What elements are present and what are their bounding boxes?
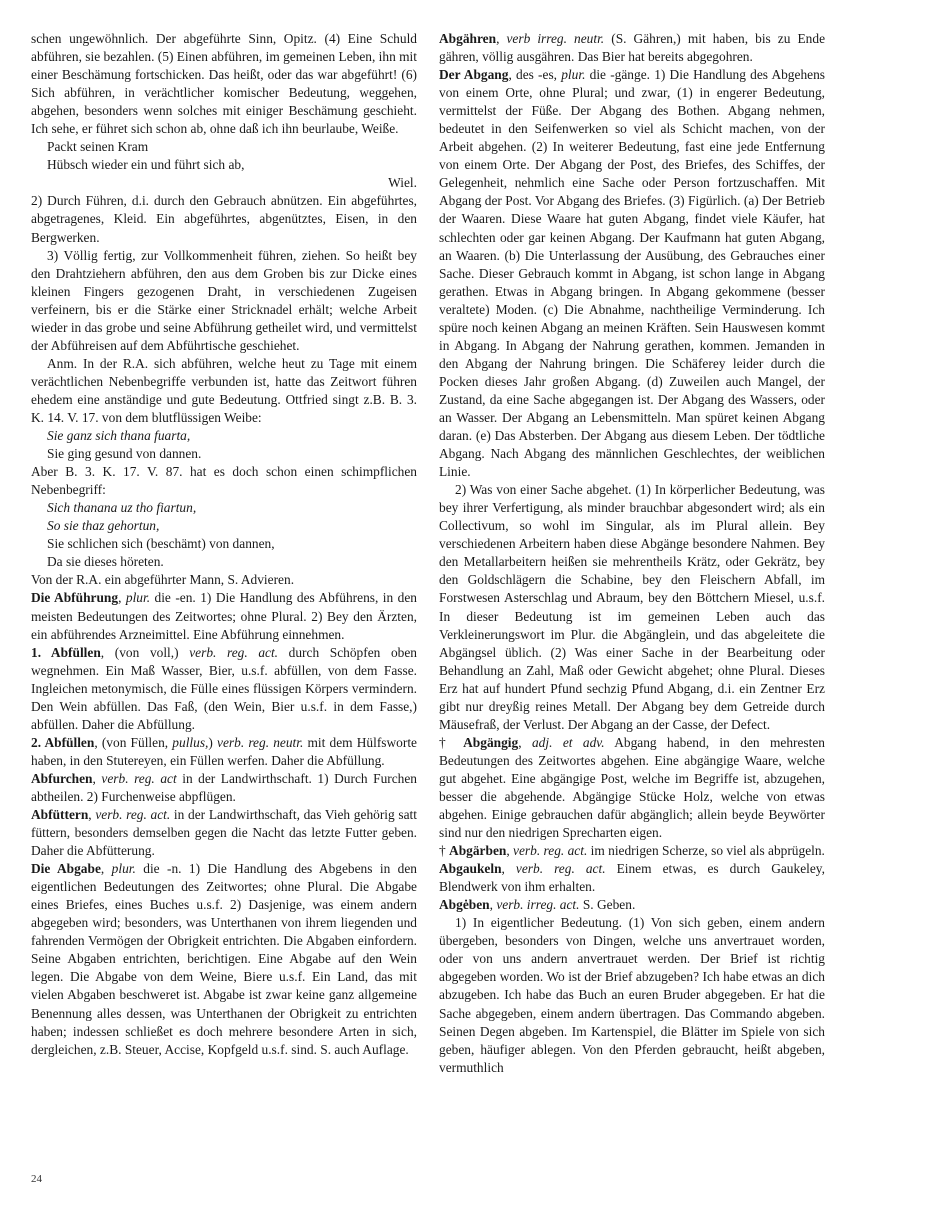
entry-abgang bbox=[439, 66, 825, 481]
page-number: 24 bbox=[31, 1173, 42, 1185]
grammar-label: verb. irreg. act. bbox=[496, 897, 580, 913]
quote-line: Sie ging gesund von dannen. bbox=[47, 446, 202, 462]
quote-line-old: Sich thanana uz tho fiartun, bbox=[47, 500, 197, 516]
entry-prefix: , des -es, bbox=[508, 67, 562, 83]
entry-prefix: , bbox=[100, 861, 112, 877]
headword: Abgähren bbox=[439, 31, 497, 46]
dagger-mark: † bbox=[439, 734, 464, 750]
entry-text: (S. Gähren,) mit haben, bis zu Ende gähren, völlig ausgähren. Das Bier hat bereits abgegohren. bbox=[439, 31, 826, 65]
entry-abfuellen-1 bbox=[31, 644, 417, 734]
verse-attribution: Wiel. bbox=[388, 175, 417, 191]
paragraph: 2) Durch Führen, d.i. durch den Gebrauch abnützen. Ein abgeführtes, abgetragenes, Kleid. Ein abgeführtes, abgenütztes, Eisen, in den Bergwerken. bbox=[31, 193, 417, 245]
headword: Abgärben bbox=[449, 843, 507, 859]
headword: Der Abgang bbox=[439, 67, 509, 83]
grammar-label: verb. reg. act. bbox=[513, 843, 588, 859]
paragraph: Von der R.A. ein abgeführter Mann, S. Advieren. bbox=[31, 572, 295, 588]
quote-line-old: So sie thaz gehortun, bbox=[47, 518, 160, 534]
entry-abgabe bbox=[31, 860, 417, 1059]
entry-prefix: , bbox=[496, 31, 507, 46]
annotation-paragraph: Anm. In der R.A. sich abführen, welche heut zu Tage mit einem verächtlichen Nebenbegriffe verbunden ist, hatte das Zeitwort führen ehedem eine anständige und gute Bedeutung. Ottfried singt z.B. B. 3. K. 14. V. 17. von dem blutflüssigen Weibe: bbox=[31, 355, 417, 425]
headword: 1. Abfüllen bbox=[31, 644, 101, 660]
quote-line: Sie schlichen sich (beschämt) von dannen, bbox=[47, 536, 275, 552]
entry-prefix: , (von Füllen, bbox=[94, 734, 173, 750]
entry-text: im niedrigen Scherze, so viel als abprügeln. bbox=[587, 843, 825, 859]
grammar-label: plur. bbox=[561, 67, 586, 83]
entry-prefix: , bbox=[501, 861, 516, 877]
entry-text: die -en. 1) Die Handlung des Abführens, in den meisten Bedeutungen des Zeitwortes; ohne Plural. 2) Bey den Ärzten, ein abführendes Arzneimittel. Eine Abführung einnehmen. bbox=[31, 590, 417, 642]
entry-abgeben bbox=[439, 896, 825, 914]
grammar-label: plur. bbox=[111, 861, 136, 877]
headword: 2. Abfüllen bbox=[31, 734, 95, 750]
entry-prefix: , (von voll,) bbox=[100, 644, 190, 660]
grammar-label: verb irreg. neutr. bbox=[506, 31, 605, 46]
entry-abgaerben bbox=[439, 842, 825, 860]
paragraph: schen ungewöhnlich. Der abgeführte Sinn, Opitz. (4) Eine Schuld abführen, sie bezahlen. (5) Einen abführen, im gemeinen Leben, ihn mit einer Beschämung fortschicken. Das heißt, oder das war abgeführt! (6) Sich abführen, in verächtlicher komischer Bedeutung, weggehen, abgehen, besonders wenn solches mit einiger Beschämung geschieht. Ich sehe, er führet sich schon ab, ohne daß ich ihn beurlaube, Weiße. bbox=[31, 31, 417, 137]
left-column bbox=[31, 30, 417, 1059]
headword: Die Abführung bbox=[31, 590, 119, 606]
grammar-label: verb. reg. act. bbox=[95, 807, 171, 823]
entry-abgaehren bbox=[439, 30, 825, 66]
entry-text: S. Geben. bbox=[579, 897, 636, 913]
latin-term: pullus, bbox=[172, 734, 209, 750]
entry-text: in der Landwirthschaft. 1) Durch Furchen abtheilen. 2) Furchenweise abpflügen. bbox=[31, 770, 417, 804]
grammar-label: verb. reg. act bbox=[101, 770, 177, 786]
verse-line: Hübsch wieder ein und führt sich ab, bbox=[47, 157, 245, 173]
quote-line: Da sie dieses höreten. bbox=[47, 554, 164, 570]
headword: Abfüttern bbox=[31, 807, 89, 823]
entry-abfurchen bbox=[31, 770, 417, 806]
headword: Abfurchen bbox=[31, 770, 93, 786]
dagger-mark: † bbox=[439, 843, 450, 859]
entry-text: Abgang habend, in den mehresten Bedeutungen des Zeitwortes abgehen. Eine abgängige Waare, welche gut abgehet. Eine abgängige Post, welche im Begriffe ist, abzugehen, besser die abgehende. Abgängige Stücke Holz, welche von etwas abgehen. Einige gebrauchen dafür abgänglich; allein beyde Beywörter sind nur den niedrigen Sprecharten eigen. bbox=[439, 734, 825, 841]
paragraph: 1) In eigentlicher Bedeutung. (1) Von sich geben, einem andern übergeben, besonders von Dingen, welche uns anvertrauet worden, oder von uns andern anvertrauet werden. Der Brief ist richtig abgegeben worden. Wo ist der Brief abzugeben? Ich habe etwas an dich abzugeben. Ich habe das Buch an euren Bruder abgegeben. Er hat die Sache abgegeben, einem andern übertragen. Das Commando abgeben. Seinen Degen abgeben. Im Kartenspiel, die Blätter im Spiele von sich geben, häufiger ablegen. Von den Pferden gebraucht, heißt abgeben, vermuthlich bbox=[439, 915, 825, 1075]
headword: Abgėben bbox=[439, 897, 490, 913]
headword: Die Abgabe bbox=[31, 861, 101, 877]
entry-prefix: , bbox=[506, 843, 514, 859]
grammar-label: plur. bbox=[125, 590, 151, 606]
entry-text: die -n. 1) Die Handlung des Abgebens in den eigentlichen Bedeutungen des Zeitwortes; ohne Plural. Die Abgabe eines Briefes, eines Buches u.s.f. 2) Dasjenige, was einem andern abgegeben wird; besonders, was Unterthanen von ihrem liegenden und fahrenden Vermögen der Obrigkeit entrichten. Die Abgaben einfordern. Seine Abgaben entrichten, berichtigen. Eine Abgabe auf den Wein legen. Die Abgabe von dem Weine, Biere u.s.f. Ein Land, das mit vielen Abgaben beschweret ist. Abgabe ist zwar keine ganz allgemeine Benennung alles dessen, was Unterthanen der Obrigkeit zu entrichten haben; indessen schließet es doch mehrere besondere Arten in sich, dergleichen, z.B. Steuer, Accise, Kopfgeld u.s.f. sind. S. auch Auflage. bbox=[31, 861, 418, 1057]
grammar-label: verb. reg. act. bbox=[515, 861, 606, 877]
entry-prefix: , bbox=[92, 770, 102, 786]
entry-prefix: , bbox=[88, 807, 96, 823]
entry-prefix: ) bbox=[208, 734, 218, 750]
entry-prefix: , bbox=[518, 734, 532, 750]
grammar-label: adj. et adv. bbox=[531, 734, 605, 750]
entry-text: Einem etwas, es durch Gaukeley, Blendwerk von ihm erhalten. bbox=[439, 861, 825, 895]
entry-text: die -gänge. 1) Die Handlung des Abgehens von einem Orte, ohne Plural; und zwar, (1) in engerer Bedeutung, vermittelst der Füße. Der Abgang des Bothen. Abgang nehmen, bedeutet in den Seifenwerken so viel als Schicht machen, von der Arbeit abgehen. (2) In weiterer Bedeutung, fast eine jede Entfernung von einem Orte. Der Abgang der Post, des Briefes, des Schiffes, der Gelegenheit, nehmlich eine Sache oder Person fortzuschaffen. Mit Abgang der Post. Vor Abgang des Briefes. (3) Figürlich. (a) Der Betrieb der Waaren. Diese Waare hat guten Abgang, findet viele Käufer, hat schlechten oder gar keinen Abgang. Der Kaufmann hat guten Abgang, an Waaren. (b) Die Unterlassung der Ausübung, des Gebrauches einer Sache. Dieser Gebrauch kommt in Abgang, ist schon lange in Abgang gerathen. Etwas in Abgang bringen. In Abgang gekommene (besser veraltete) Moden. (c) Die Abnahme, nachtheilige Verminderung. Ich spüre noch keinen Abgang an meinen Kräften. Sein Hauswesen kommt in Abgang. In Abgang der Nahrung gerathen, kommen. Jemanden in den Abgang der Nahrung bringen. Die Schäferey leider durch die Pocken dieses Jahr großen Abgang. (d) Zuweilen auch Mangel, der Zustand, da eine Sache abgegangen ist. Der Abgang des Wassers, oder an Wasser. Der Abgang an Lebensmitteln. Man spüret keinen Abgang daran. (e) Das Absterben. Der Abgang aus diesem Leben. Der tödtliche Abgang. Nach Abgang des männlichen Geschlechtes, der weiblichen Linie. bbox=[439, 67, 825, 480]
entry-abfuehrung: Die Abführung, plur. die -en. 1) Die Handlung des Abführens, in den meisten Bedeutungen des Zeitwortes; ohne Plural. 2) Bey den Ärzten, ein abführendes Arzneimittel. Eine Abführung einnehmen. bbox=[31, 590, 417, 642]
entry-text: in der Landwirthschaft, das Vieh gehörig satt füttern, besonders demselben gegen die Nacht das letzte Futter geben. Daher die Abfütterung. bbox=[31, 807, 417, 859]
entry-abfuellen-2 bbox=[31, 734, 417, 770]
headword: Abgängig bbox=[463, 734, 519, 750]
entry-abfuettern bbox=[31, 806, 417, 860]
headword: Abgaukeln bbox=[439, 861, 502, 877]
entry-text: mit dem Hülfsworte haben, in den Stutereyen, ein Füllen werfen. Daher die Abfüllung. bbox=[31, 734, 417, 768]
paragraph: 2) Was von einer Sache abgehet. (1) In körperlicher Bedeutung, was bey ihrer Verfertigung, als minder brauchbar abgesondert wird; als ein Collectivum, so wohl im Singular, als im Plural allein. Bey verschiedenen Arbeitern haben diese Abgänge besondere Nahmen. Bey den Metallarbeitern heißen sie mehrentheils Krätz, oder Gekrätz, bey den Goldschlägern die Schabine, bey den Fleischern Abfall, im Forstwesen Asterschlag und Abraum, bey den Böttchern Miesel, u.s.f. In dieser Bedeutung ist im gemeinen Leben auch das Verkleinerungswort im Plur. die Abgänglein, und das abgeleitete die Abgängsel üblich. (2) Was einer Sache in der Bearbeitung oder Behandlung an Zahl, Maß oder Gewicht abgehet; ohne Plural. Dieses Erz hat auf hundert Pfund sechzig Pfund Abgang, d.i. ein Zentner Erz gibt nur dreyßig reines Metall. Der Abgang bey dem Getreide durch Mäusefraß, der Verlust. Der Abgang an der Casse, der Defect. bbox=[439, 482, 825, 732]
entry-text: durch Schöpfen oben wegnehmen. Ein Maß Wasser, Bier, u.s.f. abfüllen, von dem Fasse. Ingleichen metonymisch, die Fülle eines flüssigen Körpers vermindern. Den Wein abfüllen. Das Faß, (den Wein, Bier u.s.f. in dem Fasse,) abfüllen. Daher die Abfüllung. bbox=[31, 644, 418, 732]
grammar-label: verb. reg. act. bbox=[189, 644, 279, 660]
entry-prefix: , bbox=[489, 897, 497, 913]
paragraph: Aber B. 3. K. 17. V. 87. hat es doch schon einen schimpflichen Nebenbegriff: bbox=[31, 464, 417, 498]
paragraph: 3) Völlig fertig, zur Vollkommenheit führen, ziehen. So heißt bey den Drahtziehern abführen, den aus dem Groben bis zur Dicke eines kleinen Fingers gezogenen Draht, in verschiedenen Zugeisen verfeinern, bis er die Stärke einer Stricknadel erhält; welche Arbeit wieder in das grobe und seine Abführung getheilet wird, und vermittelst der Abführeisen auf dem Abführtische geschiehet. bbox=[31, 247, 417, 353]
right-column bbox=[439, 30, 825, 1077]
entry-abgaengig bbox=[439, 734, 825, 842]
entry-abgaukeln bbox=[439, 860, 825, 896]
verse-line: Packt seinen Kram bbox=[47, 139, 149, 155]
quote-line-old: Sie ganz sich thana fuarta, bbox=[47, 428, 191, 444]
grammar-label: verb. reg. neutr. bbox=[217, 734, 304, 750]
